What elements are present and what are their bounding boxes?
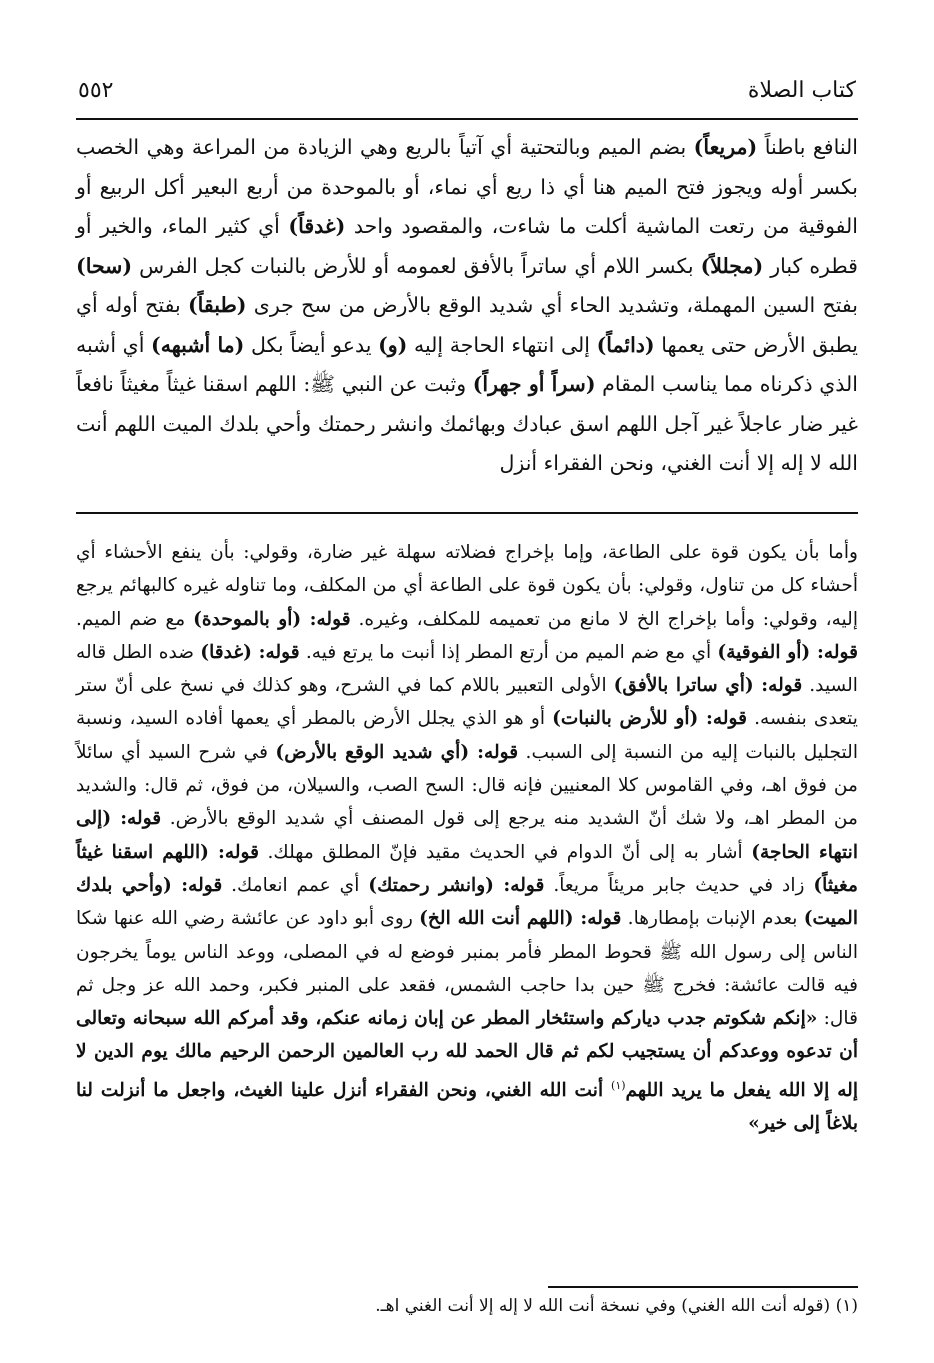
text-run: بعدم الإنبات بإمطارها. (621, 908, 804, 930)
keyword: (سحا) (76, 253, 133, 278)
text-run: أي عمم انعامك. (222, 874, 369, 896)
footnote-rule (548, 1286, 858, 1288)
section-divider (76, 512, 858, 514)
keyword: (و) (378, 332, 408, 357)
keyword: (طبقاً) (187, 293, 247, 317)
text-run: إلى انتهاء الحاجة إليه (407, 332, 597, 357)
keyword: (سراً أو جهراً) (472, 372, 596, 396)
commentary-paragraph (76, 536, 858, 1141)
quoted-term: قوله: (اللهم اسقنا غيثاً مغيثاً) (76, 841, 858, 896)
text-run: وأما بأن يكون قوة على الطاعة، وإما بإخراج فضلاته سهلة غير ضارة، وقولي: بأن ينفع الأحشاء أي أحشاء كل من تناول، وقولي: بأن يكون قوة على الطاعة أي من المكلف، وما تناوله غيره كالبهائم يرجع إليه، وقولي: وأما بإخراج الخ لا مانع من تعميمه للمكلف، وغيره. (76, 542, 858, 630)
quoted-term: قوله: (اللهم أنت الله الخ) (419, 908, 622, 930)
page-number: ٥٥٢ (78, 77, 114, 103)
quoted-term: قوله: (وأحي بلدك الميت) (76, 874, 858, 930)
text-run: بكسر اللام أي ساتراً بالأفق لعمومه أو للأرض بالنبات كجل الفرس (132, 253, 701, 278)
text-run: أي أشبه الذي ذكرناه مما يناسب المقام (76, 332, 858, 396)
text-run: أو هو الذي يجلل الأرض بالمطر أي يعمها أفاده السيد، ونسبة التجليل بالنبات إليه من النسبة إلى السبب. (76, 708, 858, 763)
text-run: أشار به إلى أنّ الدوام في الحديث مقيد فإنّ المطلق مهلك. (259, 841, 752, 863)
text-run: أي مع ضم الميم من أرتع المطر إذا أنبت ما يرتع فيه. (299, 641, 718, 663)
text-run: بفتح أوله أي يطبق الأرض حتى يعمها (76, 293, 859, 357)
text-run: زاد في حديث جابر مريئاً مريعاً. (544, 874, 814, 896)
text-run: روى أبو داود عن عائشة رضي الله عنها شكا الناس إلى رسول الله ﷺ قحوط المطر فأمر بمنبر فوضع له في المصلى، ووعد الناس يوماً يخرجون فيه قالت عائشة: فخرج ﷺ حين بدا حاجب الشمس، فقعد على المنبر فكبر، وحمد الله عز وجل ثم قال: (76, 908, 858, 1030)
quoted-term: قوله: (أي شديد الوقع بالأرض) (275, 741, 519, 763)
keyword: (غدقاً) (288, 214, 346, 238)
page-header (78, 70, 856, 110)
book-title: كتاب الصلاة (747, 77, 856, 103)
quoted-term: قوله: (أو بالموحدة) (193, 608, 351, 630)
text-run: النافع باطناً (757, 135, 858, 159)
keyword: (مريعاً) (693, 135, 758, 159)
footnote-reference[interactable]: (١) (611, 1078, 626, 1092)
text-run: أي كثير الماء، والخير أو قطره كبار (76, 214, 858, 278)
quoted-term: قوله: (أي ساترا بالأفق) (613, 675, 803, 697)
text-run: الأولى التعبير باللام كما في الشرح، وهو كذلك في نسخ على أنّ ستر يتعدى بنفسه. (76, 675, 858, 730)
header-rule (76, 118, 858, 120)
quoted-term: قوله: (أو الفوقية) (717, 641, 858, 663)
text-run: في شرح السيد أي سائلاً من فوق اهـ، وفي القاموس كلا المعنيين فإنه قال: السح الصب، والسيلان، من فوق، ثم قال: والشديد من المطر اهـ، ولا شك أنّ الشديد منه يرجع إلى قول المصنف أي شديد الوقع بالأرض. (76, 741, 859, 830)
hadith-quote: «إنكم شكوتم جدب دياركم واستئخار المطر عن إبان زمانه عنكم، وقد أمركم الله سبحانه وتعالى أن تدعوه ووعدكم أن يستجيب لكم ثم قال الحمد لله رب العالمين الرحمن الرحيم مالك يوم الدين لا إله إلا الله يفعل ما يريد اللهم (76, 1008, 858, 1101)
keyword: (مجللاً) (700, 253, 764, 278)
footnote: (١) (قوله أنت الله الغني) وفي نسخة أنت الله لا إله إلا أنت الغني اهـ. (375, 1296, 858, 1316)
keyword: (دائماً) (596, 332, 655, 357)
keyword: (ما أشبهه) (151, 332, 245, 357)
commentary-text (76, 536, 858, 1141)
quoted-term: قوله: (أو للأرض بالنبات) (552, 708, 747, 730)
text-run: بضم الميم وبالتحتية أي آتياً بالريع وهي الزيادة من المراعة وهي الخصب بكسر أوله ويجوز فتح الميم هنا أي ذا ريع أي نماء، أو بالموحدة من أربع البعير أكل الربيع أو الفوقية من رتعت الماشية أكلت ما شاءت، والمقصود واحد (76, 135, 858, 238)
text-run: ضده الطل قاله السيد. (76, 641, 858, 697)
hadith-quote: أنت الله الغني، ونحن الفقراء أنزل علينا الغيث، واجعل ما أنزلت لنا بلاغاً إلى خير» (76, 1079, 858, 1135)
text-run: بفتح السين المهملة، وتشديد الحاء أي شديد الوقع بالأرض من سح جرى (246, 293, 858, 317)
main-paragraph (76, 128, 858, 484)
quoted-term: قوله: (إلى انتهاء الحاجة) (76, 808, 858, 863)
text-run: مع ضم الميم. (76, 608, 194, 630)
main-text (76, 128, 858, 484)
text-run: يدعو أيضاً بكل (244, 332, 379, 357)
quoted-term: قوله: (غدقا) (200, 641, 300, 663)
quoted-term: قوله: (وانشر رحمتك) (368, 874, 545, 896)
text-run: وثبت عن النبي ﷺ: اللهم اسقنا غيثاً مغيثاً نافعاً غير ضار عاجلاً غير آجل اللهم اسق عبادك وبهائمك وانشر رحمتك وأحي بلدك الميت اللهم أنت الله لا إله إلا أنت الغني، ونحن الفقراء أنزل (76, 372, 858, 475)
